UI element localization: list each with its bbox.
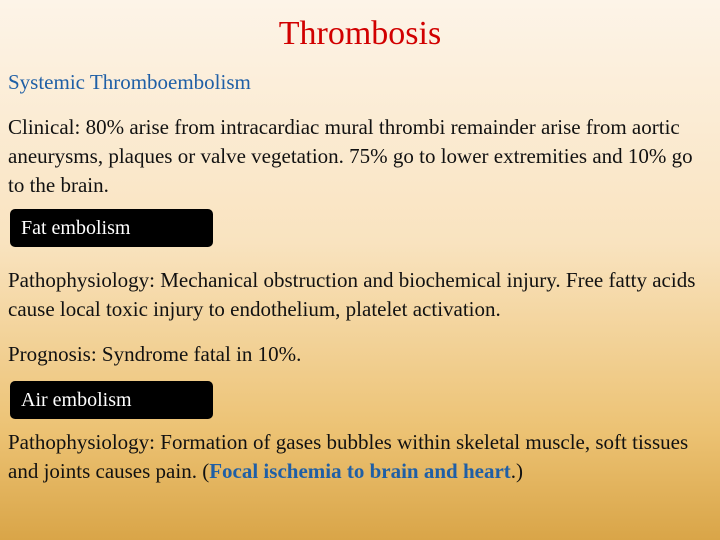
clinical-paragraph: Clinical: 80% arise from intracardiac mural thrombi remainder arise from aortic aneurysms, plaques or valve vegetation. 75% go to lower extremities and 10% go to the brain.	[8, 115, 693, 197]
fat-pathophysiology-paragraph: Pathophysiology: Mechanical obstruction and biochemical injury. Free fatty acids cause local toxic injury to endothelium, platelet activation.	[8, 268, 696, 321]
air-pathophysiology-paragraph	[8, 428, 714, 486]
air-pathophysiology-suffix: .)	[510, 459, 524, 483]
air-embolism-label: Air embolism	[10, 381, 213, 419]
section-heading: Systemic Thromboembolism	[8, 70, 251, 94]
fat-prognosis-paragraph: Prognosis: Syndrome fatal in 10%.	[8, 342, 302, 366]
fat-embolism-label: Fat embolism	[10, 209, 213, 247]
air-emphasis-text: Focal ischemia to brain and heart	[209, 459, 511, 483]
slide-title: Thrombosis	[278, 15, 442, 52]
air-pathophysiology-prefix: Pathophysiology: Formation of gases bubbles within skeletal muscle, soft tissues and joints causes pain. (	[8, 430, 689, 483]
